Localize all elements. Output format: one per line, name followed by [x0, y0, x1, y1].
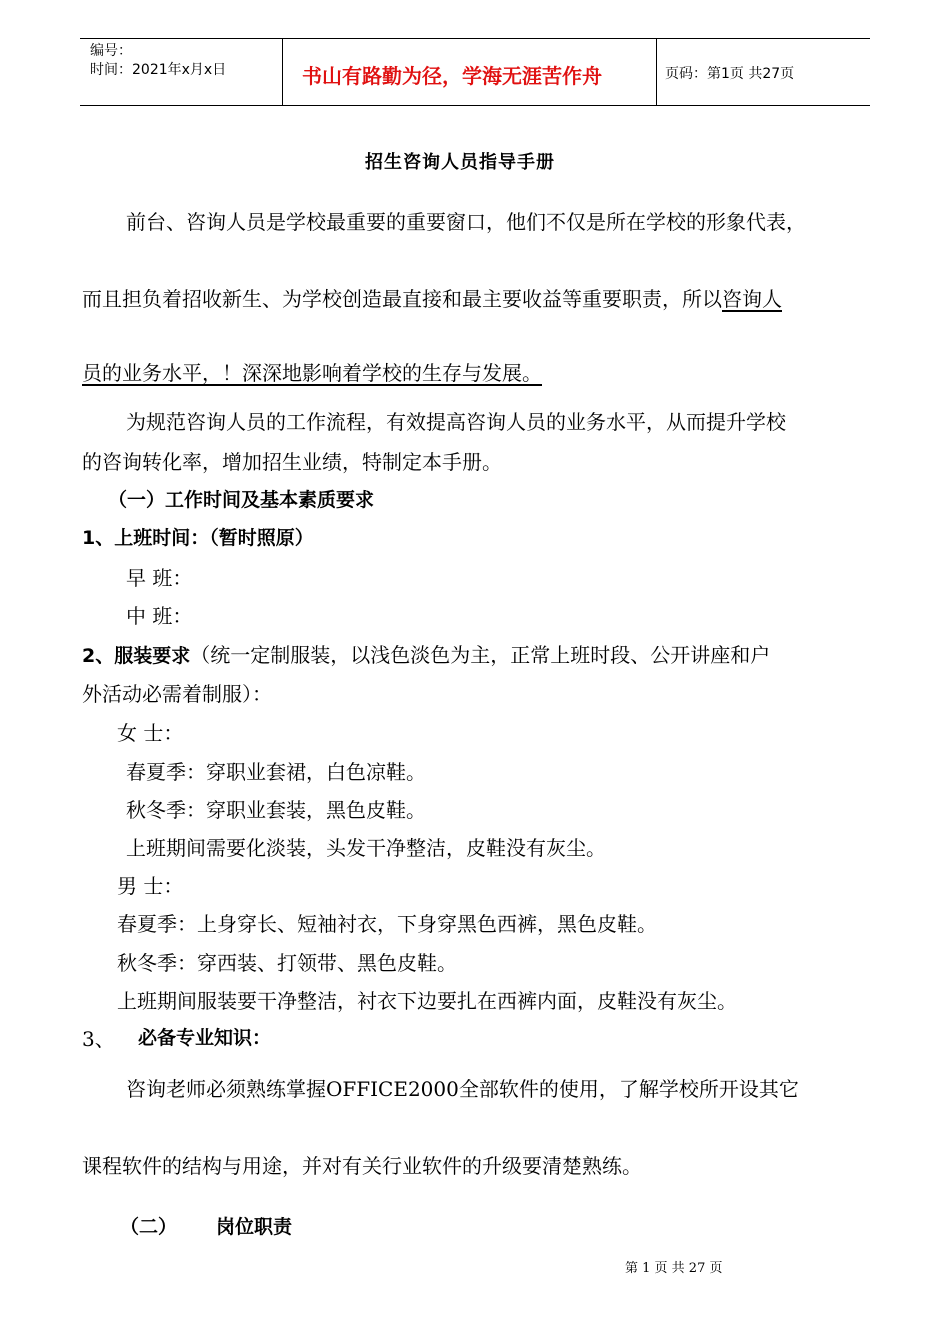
women-autumn-winter: 秋冬季：穿职业套装，黑色皮鞋。 — [126, 798, 426, 822]
item-2-heading-rest: （统一定制服装，以浅色淡色为主，正常上班时段、公开讲座和户 — [190, 643, 771, 667]
header-motto: 书山有路勤为径，学海无涯苦作舟 — [302, 64, 602, 88]
header-bottom-rule — [80, 105, 870, 106]
intro-line-2-text: 而且担负着招收新生、为学校创造最直接和最主要收益等重要职责，所以 — [82, 287, 722, 311]
intro-line-1: 前台、咨询人员是学校最重要的重要窗口，他们不仅是所在学校的形象代表， — [126, 210, 806, 234]
intro-line-2 — [82, 283, 782, 312]
intro-line-2-underlined: 咨询人 — [722, 287, 782, 311]
women-label: 女 士： — [117, 721, 184, 745]
section-2-number: （二） — [120, 1216, 178, 1238]
intro-line-3: 员的业务水平，！深深地影响着学校的生存与发展。 — [82, 361, 542, 385]
purpose-line-1: 为规范咨询人员的工作流程，有效提高咨询人员的业务水平，从而提升学校 — [126, 410, 786, 434]
women-note: 上班期间需要化淡装，头发干净整洁，皮鞋没有灰尘。 — [126, 836, 606, 860]
men-note: 上班期间服装要干净整洁，衬衣下边要扎在西裤内面，皮鞋没有灰尘。 — [117, 989, 737, 1013]
men-autumn-winter: 秋冬季：穿西装、打领带、黑色皮鞋。 — [117, 951, 457, 975]
men-spring-summer: 春夏季：上身穿长、短袖衬衣，下身穿黑色西裤，黑色皮鞋。 — [117, 912, 657, 936]
item-1-heading: 1、上班时间：（暂时照原） — [82, 527, 314, 549]
men-label: 男 士： — [117, 874, 184, 898]
purpose-line-2: 的咨询转化率，增加招生业绩，特制定本手册。 — [82, 450, 502, 474]
item-2-heading-line-2: 外活动必需着制服）： — [82, 682, 272, 706]
page-footer: 第 1 页 共 27 页 — [625, 1261, 723, 1276]
item-1-morning-shift: 早 班： — [126, 566, 193, 590]
item-3-number: 3、 — [82, 1027, 115, 1051]
item-3-heading: 必备专业知识： — [138, 1027, 272, 1049]
item-1-middle-shift: 中 班： — [126, 604, 193, 628]
women-spring-summer: 春夏季：穿职业套裙，白色凉鞋。 — [126, 760, 426, 784]
item-3-line-2: 课程软件的结构与用途，并对有关行业软件的升级要清楚熟练。 — [82, 1154, 642, 1178]
document-title: 招生咨询人员指导手册 — [365, 152, 555, 173]
header-divider-right — [656, 38, 657, 105]
header-page-info: 页码：第1页 共27页 — [665, 66, 795, 82]
header-top-rule — [80, 38, 870, 39]
header-time-label: 时间：2021年x月x日 — [90, 62, 227, 78]
section-2-heading: 岗位职责 — [216, 1216, 293, 1238]
section-1-heading: （一）工作时间及基本素质要求 — [108, 489, 375, 511]
header-divider-left — [282, 38, 283, 105]
item-3-line-1: 咨询老师必须熟练掌握OFFICE2000全部软件的使用，了解学校所开设其它 — [126, 1077, 799, 1101]
item-2-heading — [82, 639, 770, 668]
header-code-label: 编号： — [90, 43, 132, 59]
item-2-heading-bold: 2、服装要求 — [82, 645, 191, 667]
